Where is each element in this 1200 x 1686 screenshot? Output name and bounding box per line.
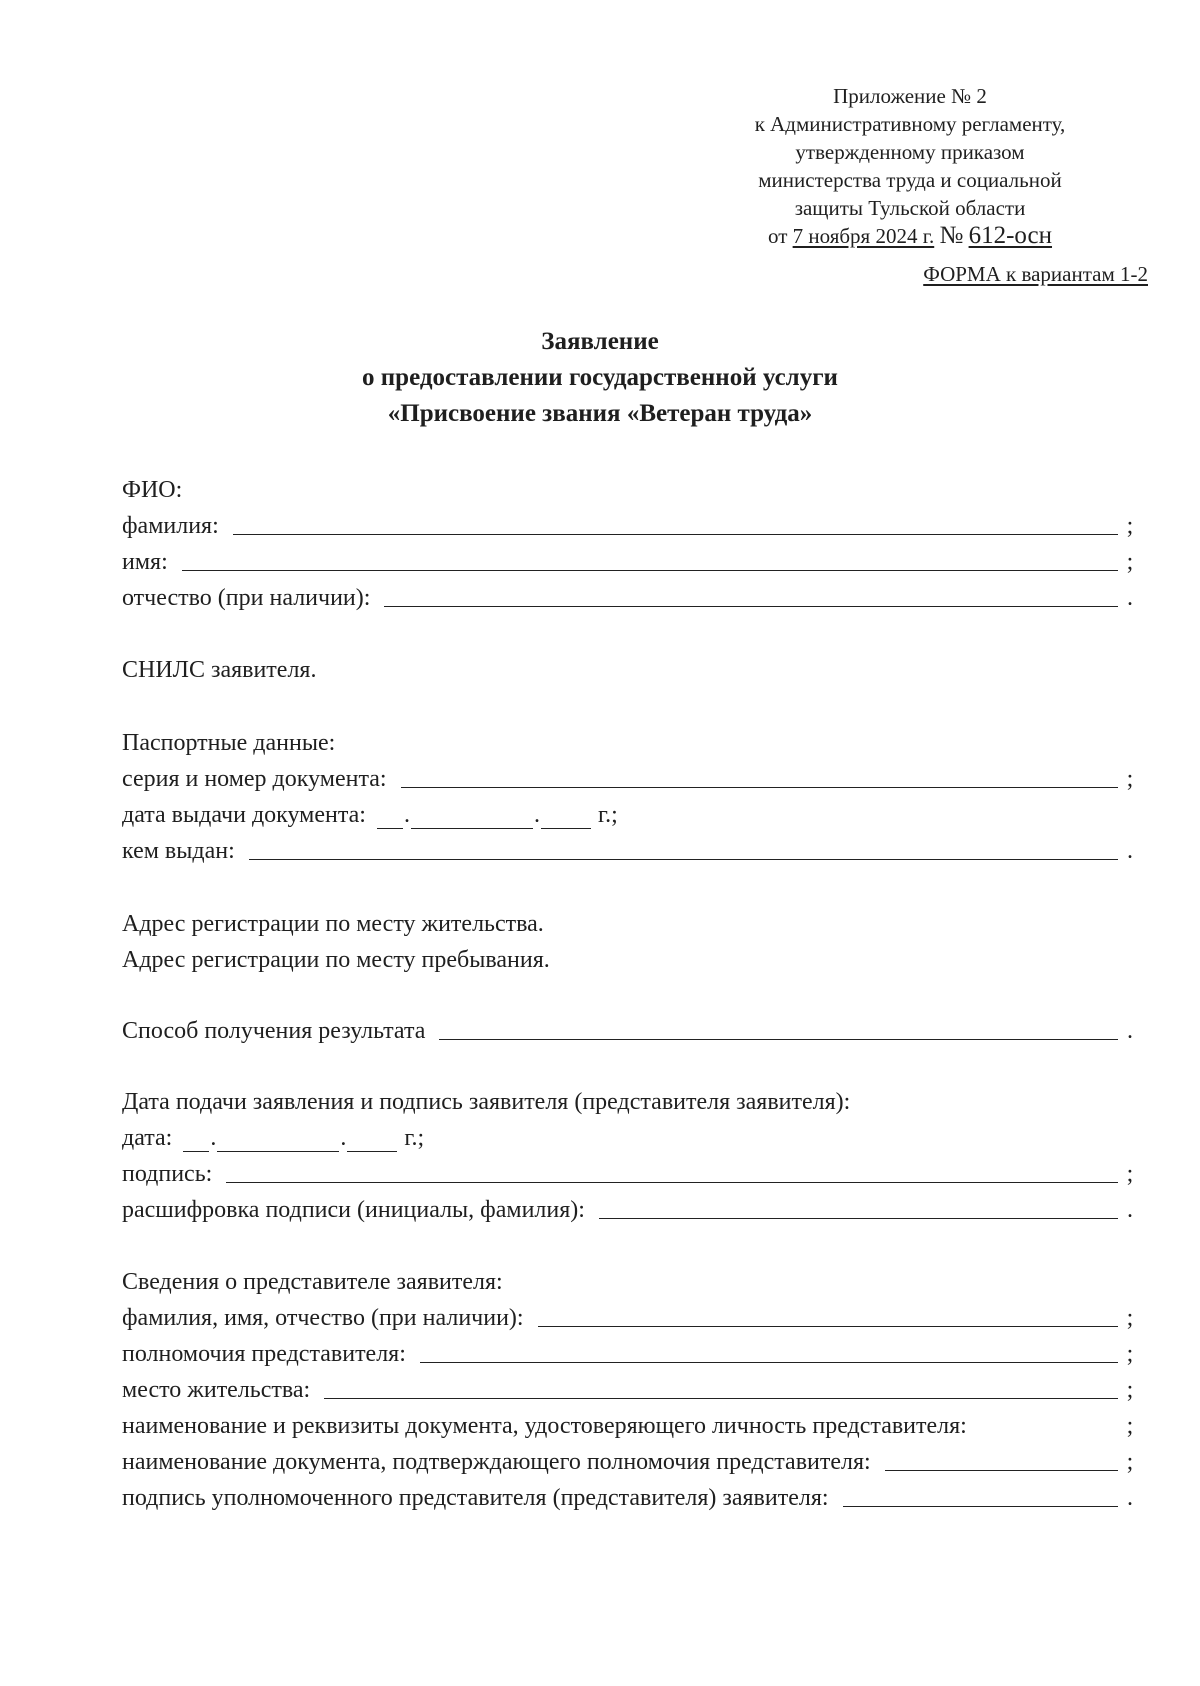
patronymic-row (122, 578, 1136, 612)
surname-label: фамилия: (122, 513, 219, 539)
passport-heading: Паспортные данные: (122, 730, 336, 756)
issue-year-field[interactable] (541, 806, 591, 829)
representative-fio-label: фамилия, имя, отчество (при наличии): (122, 1305, 524, 1331)
submission-decoding-period: . (1127, 1197, 1133, 1223)
address-residence-label: Адрес регистрации по месту жительства. (122, 911, 544, 937)
submission-signature-row (122, 1154, 1136, 1188)
submission-decoding-field[interactable] (599, 1218, 1118, 1219)
passport-issued-by-period: . (1127, 838, 1133, 864)
representative-powers-doc-row (122, 1442, 1136, 1476)
representative-powers-field[interactable] (420, 1362, 1118, 1363)
address-stay-row (122, 940, 1136, 974)
passport-issue-date-field[interactable]: . . (376, 802, 592, 829)
passport-issued-by-label: кем выдан: (122, 838, 235, 864)
appendix-number: Приложение № 2 (833, 84, 987, 108)
appendix-region: защиты Тульской области (794, 196, 1026, 220)
patronymic-period: . (1127, 585, 1133, 611)
representative-powers-row (122, 1334, 1136, 1368)
submission-signature-semicolon: ; (1126, 1161, 1134, 1187)
representative-heading-row (122, 1262, 1136, 1296)
title-line-2: о предоставлении государственной услуги (362, 364, 838, 391)
name-row (122, 542, 1136, 576)
representative-residence-row (122, 1370, 1136, 1404)
representative-residence-semicolon: ; (1126, 1377, 1134, 1403)
representative-fio-row (122, 1298, 1136, 1332)
order-number: 612-осн (968, 222, 1053, 249)
submission-decoding-row (122, 1190, 1136, 1224)
form-variant-note: ФОРМА к вариантам 1-2 (923, 262, 1148, 286)
representative-id-doc-row (122, 1406, 1136, 1440)
order-number-sign: № (939, 222, 964, 249)
fio-heading: ФИО: (122, 477, 183, 503)
document-title (0, 324, 1200, 432)
submission-heading-row (122, 1082, 1136, 1116)
snils-row (122, 650, 1136, 684)
issue-month-field[interactable] (411, 806, 533, 829)
submission-signature-field[interactable] (226, 1182, 1118, 1183)
result-method-label: Способ получения результата (122, 1018, 426, 1044)
representative-powers-semicolon: ; (1126, 1341, 1134, 1367)
representative-id-doc-field[interactable] (975, 1434, 1118, 1435)
passport-series-field[interactable] (401, 787, 1118, 788)
submission-year-field[interactable] (347, 1129, 397, 1152)
address-residence-row (122, 904, 1136, 938)
submission-day-field[interactable] (183, 1129, 209, 1152)
appendix-header (690, 82, 1130, 250)
title-line-3: «Присвоение звания «Ветеран труда» (387, 400, 813, 427)
result-method-row (122, 1011, 1136, 1045)
surname-semicolon: ; (1126, 513, 1134, 539)
representative-id-doc-semicolon: ; (1126, 1413, 1134, 1439)
passport-series-label: серия и номер документа: (122, 766, 387, 792)
title-line-1: Заявление (541, 328, 659, 355)
passport-heading-row (122, 723, 1136, 757)
fio-heading-row (122, 470, 1136, 504)
address-stay-label: Адрес регистрации по месту пребывания. (122, 947, 550, 973)
passport-issue-date-row (122, 795, 1136, 829)
surname-row (122, 506, 1136, 540)
issue-day-field[interactable] (377, 806, 403, 829)
snils-label: СНИЛС заявителя. (122, 657, 317, 683)
name-semicolon: ; (1126, 549, 1134, 575)
appendix-reference: к Административному регламенту, (754, 112, 1066, 136)
submission-date-label: дата: (122, 1125, 173, 1151)
representative-powers-doc-field[interactable] (885, 1470, 1118, 1471)
passport-series-semicolon: ; (1126, 766, 1134, 792)
representative-powers-doc-label: наименование документа, подтверждающего полномочия представителя: (122, 1449, 871, 1475)
name-label: имя: (122, 549, 168, 575)
result-method-field[interactable] (439, 1039, 1118, 1040)
patronymic-field[interactable] (384, 606, 1118, 607)
representative-powers-label: полномочия представителя: (122, 1341, 406, 1367)
representative-heading: Сведения о представителе заявителя: (122, 1269, 503, 1295)
representative-fio-field[interactable] (538, 1326, 1118, 1327)
passport-series-row (122, 759, 1136, 793)
submission-year-suffix: г.; (404, 1125, 425, 1151)
submission-month-field[interactable] (217, 1129, 339, 1152)
representative-residence-field[interactable] (324, 1398, 1118, 1399)
representative-signature-field[interactable] (843, 1506, 1118, 1507)
result-method-period: . (1127, 1018, 1133, 1044)
patronymic-label: отчество (при наличии): (122, 585, 371, 611)
appendix-ministry: министерства труда и социальной (758, 168, 1062, 192)
submission-date-row (122, 1118, 1136, 1152)
representative-signature-row (122, 1478, 1136, 1512)
submission-date-field[interactable]: . . (182, 1125, 398, 1152)
submission-heading: Дата подачи заявления и подпись заявителя (представителя заявителя): (122, 1089, 851, 1115)
representative-residence-label: место жительства: (122, 1377, 311, 1403)
order-line (690, 222, 1130, 250)
representative-signature-period: . (1127, 1485, 1133, 1511)
passport-issue-date-label: дата выдачи документа: (122, 802, 366, 828)
representative-id-doc-label: наименование и реквизиты документа, удостоверяющего личность представителя: (122, 1413, 967, 1439)
name-field[interactable] (182, 570, 1118, 571)
order-prefix: от (767, 224, 788, 248)
representative-powers-doc-semicolon: ; (1126, 1449, 1134, 1475)
passport-issued-by-field[interactable] (249, 859, 1118, 860)
passport-issued-by-row (122, 831, 1136, 865)
submission-decoding-label: расшифровка подписи (инициалы, фамилия): (122, 1197, 585, 1223)
submission-signature-label: подпись: (122, 1161, 213, 1187)
representative-fio-semicolon: ; (1126, 1305, 1134, 1331)
appendix-approved: утвержденному приказом (795, 140, 1025, 164)
issue-year-suffix: г.; (597, 802, 618, 828)
representative-signature-label: подпись уполномоченного представителя (представителя) заявителя: (122, 1485, 829, 1511)
order-date: 7 ноября 2024 г. (792, 224, 935, 248)
surname-field[interactable] (233, 534, 1118, 535)
